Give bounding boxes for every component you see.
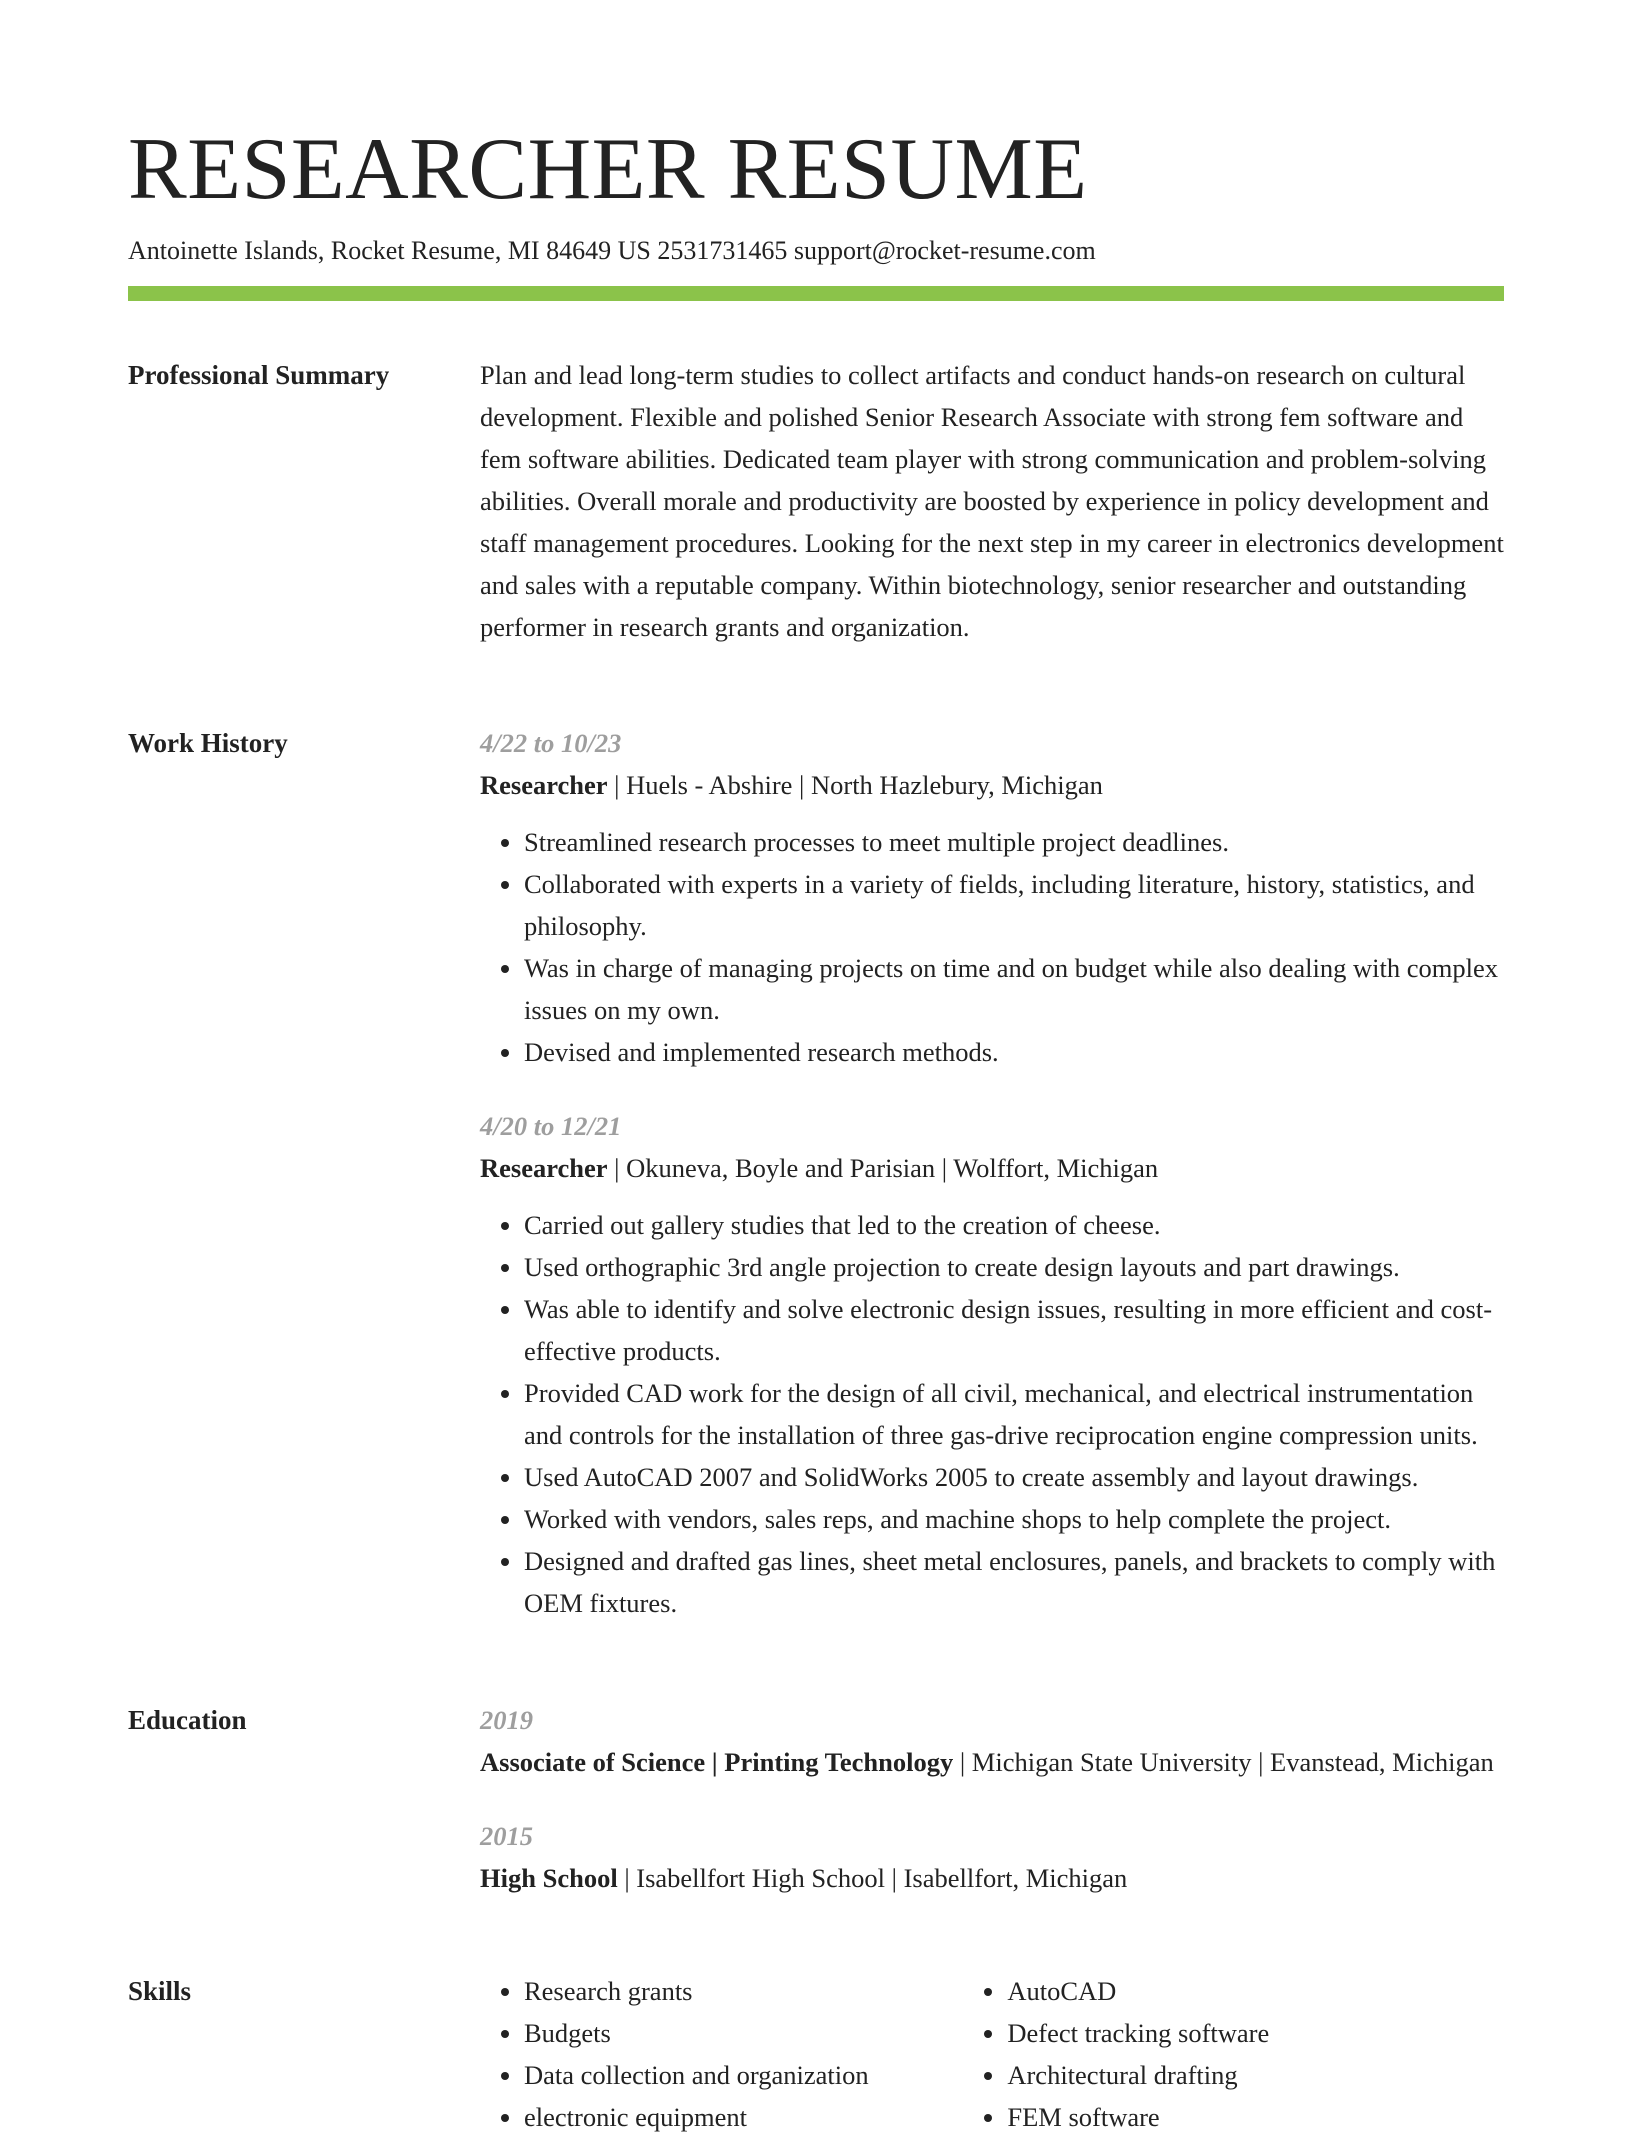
job-title: Researcher xyxy=(480,1153,608,1183)
resume-header xyxy=(128,118,1504,301)
education-date: 2019 xyxy=(480,1705,533,1735)
job-entry xyxy=(480,722,1504,1073)
education-degree: Associate of Science | Printing Technology xyxy=(480,1747,954,1777)
education-heading xyxy=(480,1857,1504,1899)
education-heading xyxy=(480,1741,1504,1783)
education-entry xyxy=(480,1815,1504,1899)
education-entry xyxy=(480,1699,1504,1783)
skill-item: • Data collection and organization xyxy=(524,2054,963,2096)
contact-line: Antoinette Islands, Rocket Resume, MI 84649 US 2531731465 support@rocket-resume.com xyxy=(128,236,1096,265)
education-details: | Isabellfort High School | Isabellfort, Michigan xyxy=(617,1863,1128,1893)
education-date: 2015 xyxy=(480,1821,533,1851)
skill-item: • Defect tracking software xyxy=(1007,2012,1504,2054)
job-bullet: • Devised and implemented research methods. xyxy=(524,1031,1504,1073)
skill-item: • Budgets xyxy=(524,2012,963,2054)
skill-item: • FEM software xyxy=(1007,2096,1504,2138)
skills-body xyxy=(480,1970,1504,2138)
job-bullet: • Designed and drafted gas lines, sheet metal enclosures, panels, and brackets to comply with OEM fixtures. xyxy=(524,1540,1504,1624)
job-title: Researcher xyxy=(480,770,608,800)
job-heading xyxy=(480,764,1504,806)
section-label-summary: Professional Summary xyxy=(128,360,390,390)
job-bullet: • Was in charge of managing projects on time and on budget while also dealing with complex issues on my own. xyxy=(524,947,1504,1031)
job-bullet: • Streamlined research processes to meet multiple project deadlines. xyxy=(524,821,1504,863)
section-label-skills: Skills xyxy=(128,1976,192,2006)
education-degree: High School xyxy=(480,1863,618,1893)
job-bullet: • Was able to identify and solve electronic design issues, resulting in more efficient and cost-effective products. xyxy=(524,1288,1504,1372)
education-details: | Michigan State University | Evanstead, Michigan xyxy=(953,1747,1494,1777)
skill-item: • Architectural drafting xyxy=(1007,2054,1504,2096)
summary-body xyxy=(480,354,1504,648)
section-label-education: Education xyxy=(128,1705,247,1735)
job-bullet: • Used orthographic 3rd angle projection to create design layouts and part drawings. xyxy=(524,1246,1504,1288)
skill-item: • electronic equipment xyxy=(524,2096,963,2138)
job-bullets xyxy=(480,1204,1504,1624)
skill-item: • AutoCAD xyxy=(1007,1970,1504,2012)
summary-text: Plan and lead long-term studies to collect artifacts and conduct hands-on research on cultural development. Flexible and polished Senior Research Associate with strong fem software and fem software abilities. Dedicated team player with strong communication and problem-solving abilities. Overall morale and productivity are boosted by experience in policy development and staff management procedures. Looking for the next step in my career in electronics development and sales with a reputable company. Within biotechnology, senior researcher and outstanding performer in research grants and organization. xyxy=(480,360,1504,642)
education-body xyxy=(480,1699,1504,1899)
work-history-body xyxy=(480,722,1504,1624)
job-bullets xyxy=(480,821,1504,1073)
section-label-work-history: Work History xyxy=(128,728,288,758)
job-bullet: • Provided CAD work for the design of all civil, mechanical, and electrical instrumentation and controls for the installation of three gas-drive reciprocation engine compression units. xyxy=(524,1372,1504,1456)
accent-divider xyxy=(128,286,1504,301)
job-bullet: • Worked with vendors, sales reps, and machine shops to help complete the project. xyxy=(524,1498,1504,1540)
resume-title: RESEARCHER RESUME xyxy=(128,121,1088,218)
job-date: 4/22 to 10/23 xyxy=(480,728,622,758)
skills-column xyxy=(480,1970,963,2138)
job-date: 4/20 to 12/21 xyxy=(480,1111,622,1141)
job-bullet: • Collaborated with experts in a variety of fields, including literature, history, statistics, and philosophy. xyxy=(524,863,1504,947)
job-entry xyxy=(480,1105,1504,1624)
job-bullet: • Used AutoCAD 2007 and SolidWorks 2005 to create assembly and layout drawings. xyxy=(524,1456,1504,1498)
skills-column xyxy=(963,1970,1504,2138)
job-details: | Huels - Abshire | North Hazlebury, Michigan xyxy=(607,770,1103,800)
job-details: | Okuneva, Boyle and Parisian | Wolffort, Michigan xyxy=(607,1153,1159,1183)
skill-item: • Research grants xyxy=(524,1970,963,2012)
job-heading xyxy=(480,1147,1504,1189)
job-bullet: • Carried out gallery studies that led to the creation of cheese. xyxy=(524,1204,1504,1246)
